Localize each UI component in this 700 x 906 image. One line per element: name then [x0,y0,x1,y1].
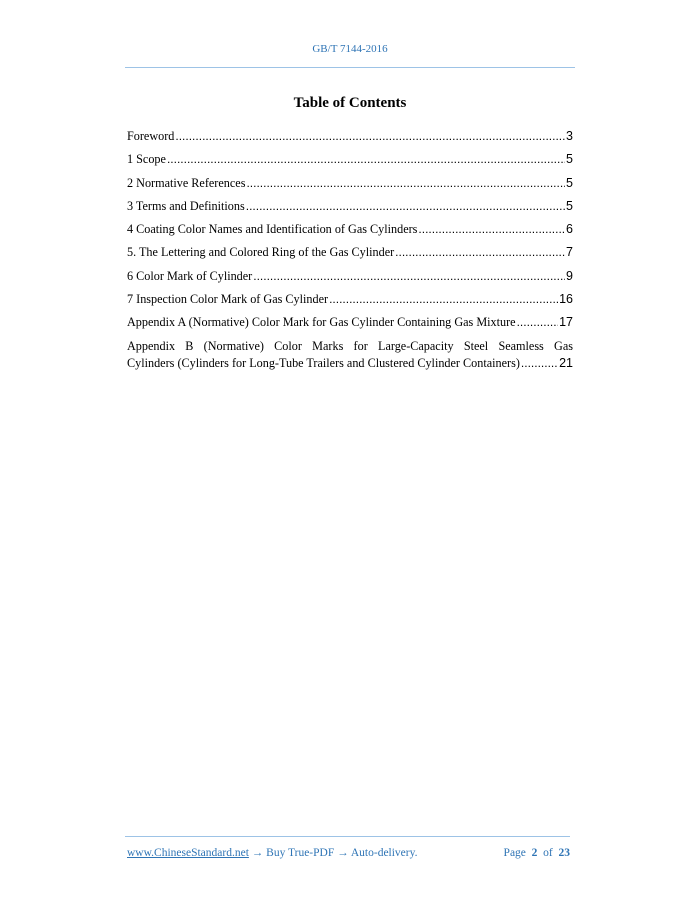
site-link[interactable]: www.ChineseStandard.net [127,847,249,859]
toc-entry-coating-color-names[interactable] [127,221,573,244]
current-page-number: 2 [531,847,538,859]
dot-leader [167,151,565,167]
toc-list [127,128,573,372]
dot-leader [175,128,565,144]
total-pages-number: 23 [558,847,570,859]
dot-leader [517,314,559,330]
toc-entry-page: 21 [559,355,573,370]
toc-entry-page: 6 [566,222,573,237]
toc-entry-text: 4 Coating Color Names and Identification of Gas Cylinders [127,222,418,237]
toc-entry-page: 7 [566,245,573,260]
toc-entry-text: 7 Inspection Color Mark of Gas Cylinder [127,292,329,307]
standard-number: GB/T 7144-2016 [312,43,388,55]
toc-entry-appendix-b[interactable] [127,338,573,372]
toc-entry-page: 9 [566,268,573,283]
toc-entry-text: 6 Color Mark of Cylinder [127,268,253,283]
toc-entry-lettering-colored-ring[interactable] [127,244,573,267]
dot-leader [246,175,565,191]
toc-entry-text: 3 Terms and Definitions [127,198,245,213]
toc-entry-text: 2 Normative References [127,175,246,190]
toc-entry-page: 17 [559,315,573,330]
toc-entry-text-line1: Appendix B (Normative) Color Marks for Large-Capacity Steel Seamless Gas [127,338,573,353]
auto-delivery-text: Auto-delivery. [350,847,418,859]
toc-title: Table of Contents [293,95,407,111]
toc-entry-page: 16 [559,292,573,307]
toc-entry-text: 1 Scope [127,152,166,167]
arrow-right-icon: → [337,847,349,859]
page-counter [504,847,570,859]
toc-entry-page: 5 [566,198,573,213]
arrow-right-icon: → [251,847,264,859]
dot-leader [395,244,565,260]
toc-entry-text: Appendix A (Normative) Color Mark for Gas Cylinder Containing Gas Mixture [127,315,516,330]
dot-leader [253,268,565,284]
toc-entry-text: Foreword [127,129,175,143]
toc-entry-text-line2: Cylinders (Cylinders for Long-Tube Trailers and Clustered Cylinder Containers) [127,355,520,370]
toc-entry-appendix-a[interactable] [127,314,573,337]
toc-entry-page: 3 [566,129,573,143]
of-label: of [543,847,553,859]
dot-leader [246,198,565,214]
footer-divider [125,836,570,837]
page-label: Page [503,847,526,859]
toc-entry-color-mark[interactable] [127,268,573,291]
toc-entry-page: 5 [566,152,573,167]
toc-entry-terms-definitions[interactable] [127,198,573,221]
dot-leader [521,355,558,372]
dot-leader [418,221,565,237]
page-header [125,43,575,55]
dot-leader [329,291,558,307]
toc-entry-inspection-color-mark[interactable] [127,291,573,314]
toc-entry-scope[interactable] [127,151,573,174]
toc-entry-foreword[interactable] [127,128,573,151]
toc-entry-normative-references[interactable] [127,175,573,198]
header-divider [125,67,575,68]
buy-true-pdf-link[interactable]: Buy True-PDF [266,847,335,859]
toc-entry-text: 5. The Lettering and Colored Ring of the Gas Cylinder [127,245,395,260]
toc-entry-page: 5 [566,175,573,190]
